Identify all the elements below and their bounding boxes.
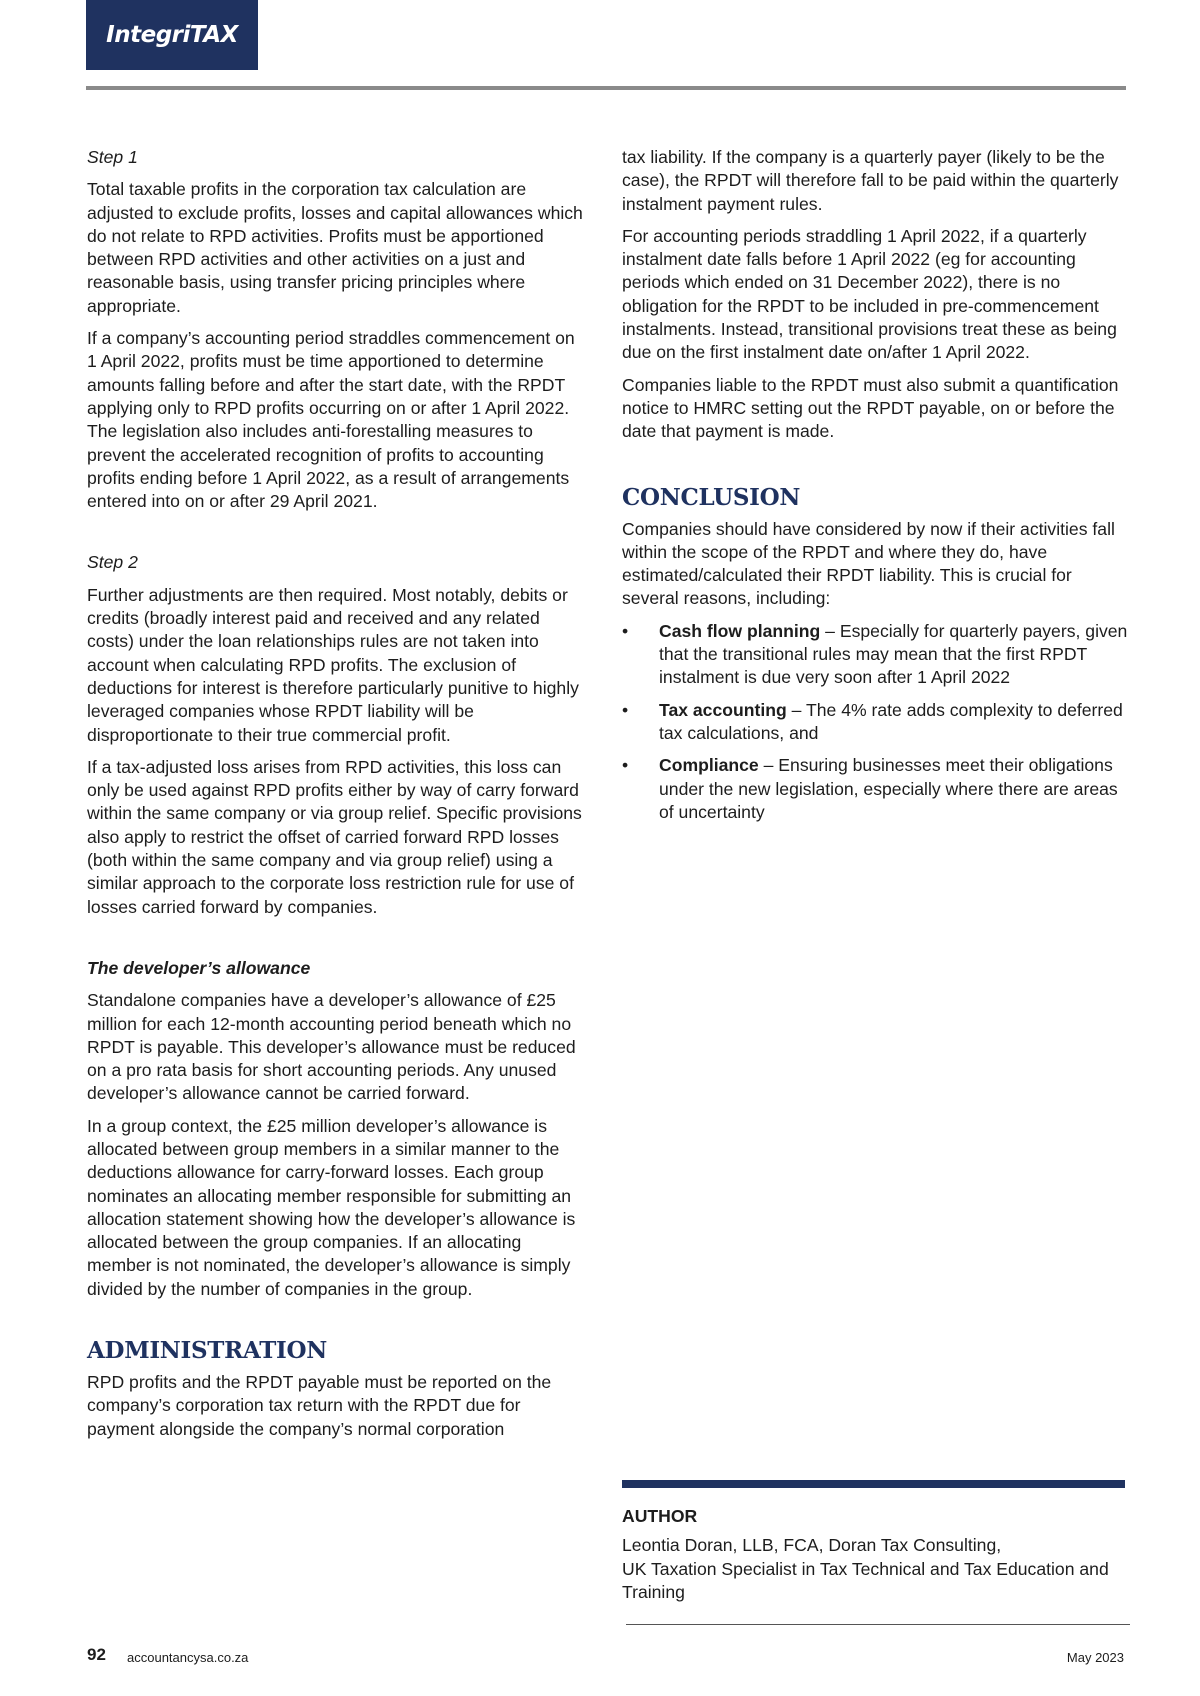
conclusion-bullet-list [622, 620, 1128, 824]
step2-paragraph-2: If a tax-adjusted loss arises from RPD activities, this loss can only be used against RPD profits either by way of carry forward within the same company or via group relief. Specific provisions also apply to restrict the offset of carried forward RPD losses (both within the same company and via group relief) using a similar approach to the corporate loss restriction rule for use of losses carried forward by companies. [87, 756, 582, 917]
step1-paragraph-1: Total taxable profits in the corporation tax calculation are adjusted to exclude profits, losses and capital allowances which do not relate to RPD activities. Profits must be apportioned between RPD activities and other activities on a just and reasonable basis, using transfer pricing principles where appropriate. [87, 179, 583, 316]
developers-allowance-heading: The developer’s allowance [87, 957, 311, 978]
list-item [622, 754, 1128, 824]
bullet-term: Tax accounting [659, 699, 787, 720]
bullet-icon: • [622, 620, 629, 641]
developers-allowance-paragraph-2: In a group context, the £25 million developer’s allowance is allocated between group members in a similar manner to the deductions allowance for carry-forward losses. Each group nominates an allocating member responsible for submitting an allocation statement showing how the developer’s allowance is allocated between the group companies. If an allocating member is not nominated, the developer’s allowance is simply divided by the number of companies in the group. [87, 1115, 576, 1299]
author-rule [622, 1480, 1125, 1488]
bullet-icon: • [622, 699, 629, 720]
footer-rule [626, 1624, 1130, 1625]
author-line-1: Leontia Doran, LLB, FCA, Doran Tax Consulting, [622, 1535, 1002, 1556]
bullet-text: – The 4% rate adds complexity to deferred tax calculations, and [659, 699, 1123, 743]
step2-paragraph-1: Further adjustments are then required. Most notably, debits or credits (broadly interest paid and received and any related costs) under the loan relationships rules are not taken into account when calculating RPD profits. The exclusion of deductions for interest is therefore particularly punitive to highly leveraged companies whose RPDT liability will be disproportionate to their true commercial profit. [87, 584, 579, 745]
developers-allowance-paragraph-1: Standalone companies have a developer’s allowance of £25 million for each 12-month accounting period beneath which no RPDT is payable. This developer’s allowance must be reduced on a pro rata basis for short accounting periods. Any unused developer’s allowance cannot be carried forward. [87, 990, 576, 1104]
header-rule [86, 86, 1126, 90]
publication-logo [86, 0, 258, 70]
list-item [622, 620, 1128, 690]
list-item [622, 699, 1128, 746]
conclusion-heading: CONCLUSION [622, 483, 801, 511]
page-number: 92 [87, 1645, 106, 1664]
step1-paragraph-2: If a company’s accounting period straddles commencement on 1 April 2022, profits must be time apportioned to determine amounts falling before and after the start date, with the RPDT applying only to RPD profits occurring on or after 1 April 2022. The legislation also includes anti-forestalling measures to prevent the accelerated recognition of profits to accounting profits ending before 1 April 2022, as a result of arrangements entered into on or after 29 April 2021. [87, 328, 575, 512]
administration-heading: ADMINISTRATION [87, 1337, 327, 1365]
author-label: AUTHOR [622, 1506, 698, 1526]
bullet-text: – Especially for quarterly payers, given that the transitional rules may mean that the first RPDT instalment is due very soon after 1 April 2022 [659, 620, 1128, 688]
footer-date: May 2023 [1066, 1650, 1124, 1665]
conclusion-paragraph: Companies should have considered by now if their activities fall within the scope of the RPDT and where they do, have estimated/calculated their RPDT liability. This is crucial for several reasons, including: [622, 518, 1115, 609]
right-column [622, 146, 1128, 833]
bullet-term: Compliance [659, 755, 759, 776]
bullet-icon: • [622, 755, 629, 776]
bullet-term: Cash flow planning [659, 620, 821, 641]
logo-text: IntegriTAX [106, 22, 238, 48]
author-line-2: UK Taxation Specialist in Tax Technical and Tax Education and Training [622, 1558, 1109, 1602]
continuation-paragraph-2: For accounting periods straddling 1 April 2022, if a quarterly instalment date falls before 1 April 2022 (eg for accounting periods which ended on 31 December 2022), there is no obligation for the RPDT to be included in pre-commencement instalments. Instead, transitional provisions treat these as being due on the first instalment date on/after 1 April 2022. [622, 225, 1117, 363]
author-block [622, 1505, 1128, 1604]
step1-label: Step 1 [87, 147, 138, 167]
continuation-paragraph-3: Companies liable to the RPDT must also submit a quantification notice to HMRC setting out the RPDT payable, on or before the date that payment is made. [622, 374, 1119, 442]
step2-label: Step 2 [87, 552, 138, 573]
left-column [87, 146, 587, 1450]
administration-paragraph: RPD profits and the RPDT payable must be reported on the company’s corporation tax return with the RPDT due for payment alongside the company’s normal corporation [87, 1372, 552, 1439]
continuation-paragraph-1: tax liability. If the company is a quarterly payer (likely to be the case), the RPDT will therefore fall to be paid within the quarterly instalment payment rules. [622, 147, 1119, 214]
footer-site: accountancysa.co.za [127, 1650, 249, 1665]
bullet-text: – Ensuring businesses meet their obligations under the new legislation, especially where there are areas of uncertainty [659, 755, 1118, 822]
